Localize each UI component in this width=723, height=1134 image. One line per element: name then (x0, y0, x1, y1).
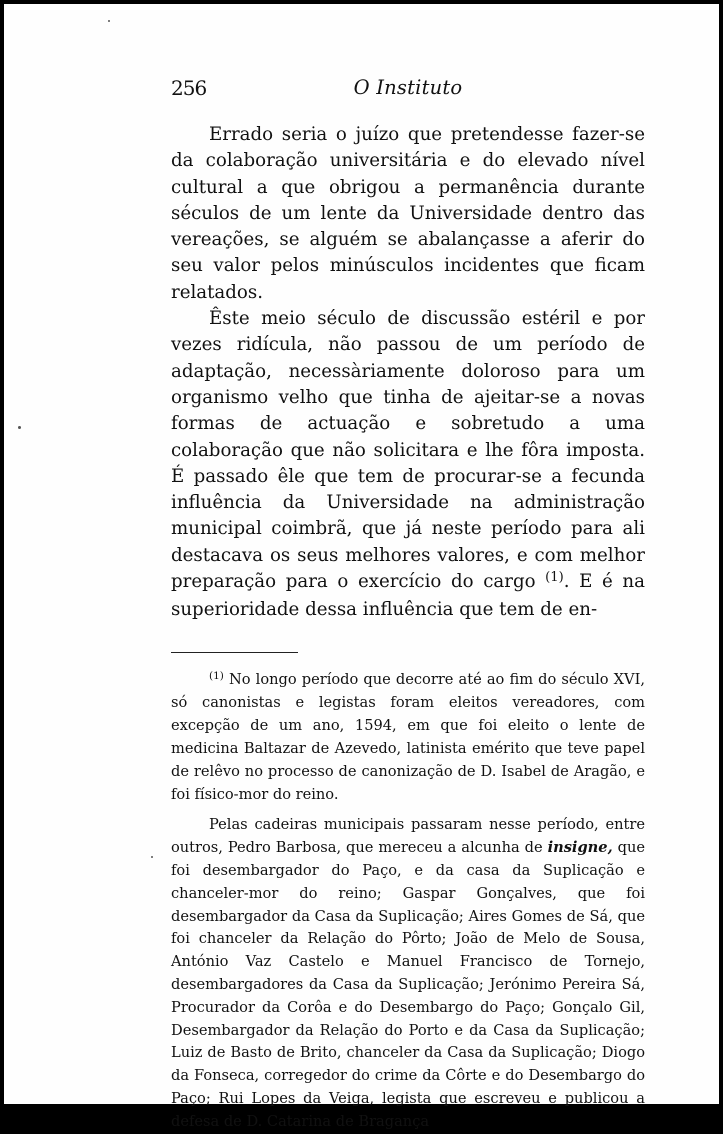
page-header (171, 72, 645, 106)
page-number: 256 (171, 76, 207, 100)
body-paragraph: Errado seria o juízo que pretendesse fazer-se da colaboração universitária e do elevado nível cultural a que obrigou a permanência durante séculos de um lente da Universidade dentro das vereações, se alguém se abalançasse a aferir do seu valor pelos minúsculos incidentes que ficam relatados. (171, 124, 645, 303)
body-text: . E é na superioridade dessa influência que tem de en- (171, 571, 645, 621)
footnote-continuation (171, 814, 645, 1133)
body-paragraph (171, 306, 645, 624)
main-text (171, 122, 645, 624)
body-text: Êste meio século de discussão estéril e por vezes ridícula, não passou de um período de adaptação, necessàriamente doloroso para um organismo velho que tinha de ajeitar-se a novas formas de actuação e sobretudo a uma colaboração que não solicitara e lhe fôra imposta. É passado êle que tem de procurar-se a fecunda influência da Universidade na administração municipal coimbrã, que já neste período para ali destacava os seus melhores valores, e com melhor preparação para o exercício do cargo (171, 308, 645, 593)
footnote-marker: (1) (209, 669, 224, 682)
scan-speck (18, 426, 21, 429)
scan-speck (151, 856, 153, 858)
footnote-reference: (1) (545, 570, 564, 586)
footnote (171, 669, 645, 807)
page-content (171, 72, 645, 1134)
footnote-text: que foi desembargador do Paço, e da casa da Suplicação e chanceler-mor do reino; Gaspar Gonçalves, que foi desembargador da Casa da Suplicação; Aires Gomes de Sá, que foi chanceler da Relação do Pôrto; João de Melo de Sousa, António Vaz Castelo e Manuel Francisco de Tornejo, desembargadores da Casa da Suplicação; Jerónimo Pereira Sá, Procurador da Corôa e do Desembargo do Paço; Gonçalo Gil, Desembargador da Relação do Porto e da Casa da Suplicação; Luiz de Basto de Brito, chanceler da Casa da Suplicação; Diogo da Fonseca, corregedor do crime da Côrte e do Desembargo do Paço; Rui Lopes da Veiga, legista que escreveu e publicou a defesa de D. Catarina de Bragança (171, 839, 645, 1130)
scanned-page (4, 4, 719, 1130)
footnote-divider (171, 652, 298, 653)
running-title: O Instituto (353, 76, 463, 99)
footnote-text: Pelas cadeiras municipais passaram nesse período, entre outros, Pedro Barbosa, que mereceu a alcunha de (171, 816, 645, 857)
scan-speck (108, 20, 110, 22)
footnote-text: No longo período que decorre até ao fim do século XVI, só canonistas e legistas foram eleitos vereadores, com excepção de um ano, 1594, em que foi eleito o lente de medicina Baltazar de Azevedo, latinista emérito que teve papel de relêvo no processo de canonização de D. Isabel de Aragão, e foi físico-mor do reino. (171, 670, 645, 803)
footnotes (171, 669, 645, 1134)
footnote-emphasis: insigne, (547, 839, 613, 857)
